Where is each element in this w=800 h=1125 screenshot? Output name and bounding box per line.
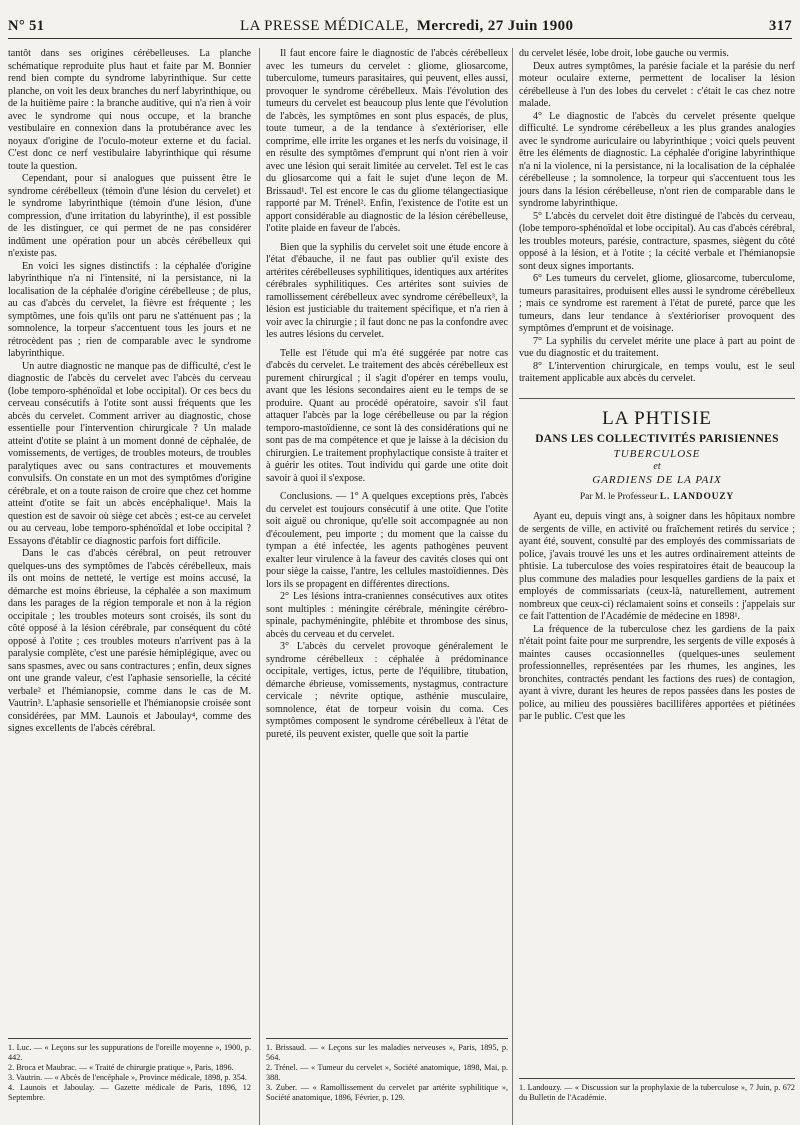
footnote: 1. Landouzy. — « Discussion sur la prophylaxie de la tuberculose », 7 Juin, p. 672 du Bulletin de l'Académie. xyxy=(519,1083,795,1102)
paragraph: 6° Les tumeurs du cervelet, gliome, gliosarcome, tuberculome, tumeurs parasitaires, produisent elles aussi le syndrome cérébelleux ; mais ce syndrome est rarement à l'état de pureté, parce que les tumeurs, dans leur tendance à s'extérioriser provoquent des symptômes d'emprunt et de voisinage. xyxy=(519,273,795,334)
footnote: 4. Launois et Jaboulay. — Gazette médicale de Paris, 1896, 12 Septembre. xyxy=(8,1083,251,1102)
footnote: 1. Luc. — « Leçons sur les suppurations de l'oreille moyenne », 1900, p. 442. xyxy=(8,1043,251,1062)
article-subtitle-line: TUBERCULOSE xyxy=(613,447,701,460)
journal-name: LA PRESSE MÉDICALE, xyxy=(240,17,409,34)
article-author xyxy=(519,491,795,504)
paragraph: En voici les signes distinctifs : la céphalée d'origine labyrinthique n'a ni l'intensité, ni la persistance, ni la localisation de la céphalée d'origine cérébelleuse ; de plus, au cas d'abcès du cervelet, la fièvre est fréquente ; les symptômes, une fois qu'ils ont paru ne s'atténuent pas ; la somnolence, la torpeur s'accentuent tous les jours et ne rétrocèdent pas ; rien de comparable avec le syndrome labyrinthique. xyxy=(8,260,251,359)
paragraph: tantôt dans ses origines cérébelleuses. La planche schématique reproduite plus haut et faite par M. Bonnier rend bien compte du syndrome labyrinthique. Sur cette planche, on voit les deux branches du nerf labyrinthique, ou de la huitième paire : la branche auditive, qui n'a rien à voir avec le syndrome qui nous occupe, et la branche vestibulaire en connexion dans la protubérance avec les noyaux d'origine de l'oculo-moteur externe et du facial. C'est donc ce nerf vestibulaire labyrinthique qui résume toute la question. xyxy=(8,48,251,172)
paragraph: Il faut encore faire le diagnostic de l'abcès cérébelleux avec les tumeurs du cervelet : gliome, gliosarcome, tuberculome, tumeurs parasitaires, qui peuvent, elles aussi, provoquer le syndrome cérébelleux. Mais l'évolution des tumeurs du cervelet est beaucoup plus lente que l'évolution de l'abcès, les symptômes en sont plus espacés, de plus, toute tumeur, a de la tendance à s'extérioriser, elle comprime, elle irrite les organes et les nerfs du voisinage, il en résulte des symptômes d'emprunt qui n'ont rien à voir avec une lésion qui serait limitée au cervelet. Tel est le cas du gliosarcome qui a fait le sujet d'une leçon de M. Brissaud¹. Tel est encore le cas du gliome télangectiasique rapporté par M. Trénel². Enfin, l'existence de l'otite est un apport considérable au diagnostic de la lésion cérébelleuse, l'otite plaide en faveur de l'abcès. xyxy=(266,48,508,234)
journal-title xyxy=(240,18,573,35)
issue-number: N° 51 xyxy=(8,17,45,34)
author-name: L. LANDOUZY xyxy=(659,491,735,502)
footnote: 3. Zuber. — « Ramollissement du cervelet par artérite syphilitique », Société anatomique, 1896, Février, p. 129. xyxy=(266,1083,508,1102)
running-header xyxy=(8,14,792,39)
paragraph: du cervelet lésée, lobe droit, lobe gauche ou vermis. xyxy=(519,48,729,59)
column-3 xyxy=(512,48,795,1125)
footnote: 2. Broca et Maubrac. — « Traité de chirurgie pratique », Paris, 1896. xyxy=(8,1063,234,1072)
footnotes xyxy=(8,1038,251,1103)
paragraph: Un autre diagnostic ne manque pas de difficulté, c'est le diagnostic de l'abcès du cervelet avec l'abcès du cerveau (lobe temporo-sphénoïdal et lobe occipital). Or ces becs du cerveau consécutifs à l'otite sont aussi fréquents que les abcès du cervelet. Comment arriver au diagnostic, chose essentielle pour l'intervention chirurgicale ? Un malade atteint d'otite se plaint à un moment donné de céphalée, de vomissements, de vertiges, de troubles moteurs, de troubles paralytiques avec ou sans contractures et mouvements convulsifs. On constate en un mot des symptômes d'origine cérébrale, et on a toute raison de croire que chez cet homme atteint d'otite se fait un abcès encéphalique¹. Mais la question est de savoir où siège cet abcès ; est-ce au cervelet ou au cerveau, lobe temporo-sphénoïdal et lobe occipital ? Essayons d'établir ce diagnostic parfois fort difficile. xyxy=(8,360,251,547)
footnote: 2. Trénel. — « Tumeur du cervelet », Société anatomique, 1898, Mai, p. 388. xyxy=(266,1063,508,1082)
article-subtitle: DANS LES COLLECTIVITÉS PARISIENNES xyxy=(535,432,779,445)
article-subtitle-line: GARDIENS DE LA PAIX xyxy=(592,473,722,486)
paragraph: La fréquence de la tuberculose chez les gardiens de la paix n'était point faite pour me surprendre, les sergents de ville exposés à maintes causes occasionnelles (quelques-unes seulement professionnelles, représentées par les rhumes, les angines, les bronchites, contractés pendant les factions des rues) de contagion, ayant à vivre, durant les heures de repos passées dans les postes de police, au milieu des poussières bacillifères apportées et piétinées par le public. C'est que les xyxy=(519,623,795,722)
footnote: 1. Brissaud. — « Leçons sur les maladies nerveuses », Paris, 1895, p. 564. xyxy=(266,1043,508,1062)
author-prefix: Par M. le Professeur xyxy=(579,491,658,502)
article-title: LA PHTISIE xyxy=(602,407,712,429)
page-number: 317 xyxy=(769,17,792,34)
issue-date: Mercredi, 27 Juin 1900 xyxy=(416,17,574,34)
paragraph: Ayant eu, depuis vingt ans, à soigner dans les hôpitaux nombre de sergents de ville, en activité ou fraîchement retirés du service ; ayant été, souvent, consulté par des employés des commissariats de police, j'avais trouvé les uns et les autres ordinairement atteints de phtisie. La tuberculose des voies respiratoires était de beaucoup la plus commune des maladies pour lesquelles gardiens de la paix et employés de commissariats (ceux-là, naturellement, autrement nombreux que ceux-ci) réclamaient soins et conseils : j'appelais sur ce fait l'attention de l'Académie de médecine en 1898¹. xyxy=(519,511,795,622)
paragraph: 7° La syphilis du cervelet mérite une place à part au point de vue du diagnostic et du traitement. xyxy=(519,335,795,359)
paragraph: Telle est l'étude qui m'a été suggérée par notre cas d'abcès du cervelet. Le traitement des abcès cérébelleux est purement chirurgical ; il s'agit d'opérer en temps voulu, avant que les lésions secondaires aient eu le temps de se produire. Quant au procédé opératoire, savoir s'il faut attaquer l'abcès par la loge cérébelleuse ou par la région temporo-mastoïdienne, ce sont là des considérations qui ne sont pas de ma compétence et que je laisse à la décision du chirurgien. Le traitement prophylactique consiste à traiter et à guérir les otites. Tout individu qui garde une otite doit savoir à quoi il s'expose. xyxy=(266,347,508,484)
paragraph: 2° Les lésions intra-craniennes consécutives aux otites sont multiples : méningite cérébrale, méningite cérébro-spinale, pachyméningite, phlébite et thrombose des sinus, abcès du cerveau et du cervelet. xyxy=(266,591,508,640)
paragraph: 3° L'abcès du cervelet provoque généralement le syndrome cérébelleux : céphalée à prédominance occipitale, vertiges, ictus, perte de l'équilibre, titubation, démarche ébrieuse, vomissements, nystagmus, contracture cervicale ; névrite optique, asthénie musculaire, somnolence, état de torpeur voisin du coma. Ces symptômes composent le syndrome cérébelleux à l'état de pureté, ils peuvent exister, quelle que soit la partie xyxy=(266,641,508,740)
paragraph: Deux autres symptômes, la parésie faciale et la parésie du nerf moteur oculaire externe, permettent de localiser la lésion cérébelleuse à l'un des lobes du cervelet : c'était le cas chez notre malade. xyxy=(519,60,795,109)
footnotes xyxy=(519,1078,795,1103)
paragraph: 4° Le diagnostic de l'abcès du cervelet présente quelque difficulté. Le syndrome cérébelleux a les plus grandes analogies avec le syndrome auriculaire ou labyrinthique ; voici quels peuvent être les éléments de diagnostic. La céphalée d'origine labyrinthique n'a ni la violence, ni la persistance, ni la localisation de la céphalée cérébelleuse ; la somnolence, la torpeur qui s'accentuent tous les jours dans la lésion cérébelleuse, n'ont rien de comparable dans le syndrome labyrinthique. xyxy=(519,110,795,209)
paragraph: Bien que la syphilis du cervelet soit une étude encore à l'état d'ébauche, il ne faut pas oublier qu'il existe des artérites cérébelleuses syphilitiques, identiques aux artérites cérébrales syphilitiques. Ces artérites sont suivies de ramollissement cérébelleux avec syndrome cérébelleux³, la lésion est justiciable du traitement spécifique, et n'a rien à voir avec la chirurgie ; il faut donc ne pas la confondre avec les autres lésions du cervelet. xyxy=(266,241,508,340)
column-1 xyxy=(8,48,251,1125)
conclusions-paragraph: Conclusions. — 1° A quelques exceptions près, l'abcès du cervelet est toujours consécutif à une otite. Que l'otite soit aiguë ou chronique, qu'elle soit accompagnée au non d'écoulement, peu importe ; du moment que la caisse du tympan a été infectée, les agents pathogènes peuvent exalter leur virulence à la faveur des cavités closes qui ont pour siège la caisse, l'antre, les cellules mastoïdiennes. Dès lors ils se propagent en différentes directions. xyxy=(266,491,508,590)
article-heading xyxy=(519,398,795,504)
paragraph: Cependant, pour si analogues que puissent être le syndrome cérébelleux (témoin d'une lésion du cervelet) et le syndrome labyrinthique (témoin d'une lésion, d'une compression, d'une irritation du labyrinthe), il est possible de les distinguer, ce qui permet de ne pas considérer indûment une opération pour un abcès cérébelleux qui n'existe pas. xyxy=(8,173,251,259)
paragraph: 5° L'abcès du cervelet doit être distingué de l'abcès du cerveau, (lobe temporo-sphénoïdal et lobe occipital). Au cas d'abcès cérébral, les troubles moteurs, parésie, contracture, spasmes, siègent du côté opposé à la lésion, et à l'otite ; la cécité verbale et l'hémianopsie sont deux signes importants. xyxy=(519,210,795,272)
footnote: 3. Vautrin. — « Abcès de l'encéphale », Province médicale, 1898, p. 354. xyxy=(8,1073,247,1082)
footnotes xyxy=(266,1038,508,1103)
article-subtitle-line: et xyxy=(653,460,661,472)
paragraph: 8° L'intervention chirurgicale, en temps voulu, est le seul traitement applicable aux abcès du cervelet. xyxy=(519,360,795,384)
paragraph: Dans le cas d'abcès cérébral, on peut retrouver quelques-uns des symptômes de l'abcès cérébelleux, mais ils ont moins de netteté, le vertige est moins accusé, la démarche est moins ébrieuse, la céphalée a son maximum dans les parages de la région temporale et non à la région occipitale ; les troubles moteurs sont croisés, ils sont du côté opposé à la lésion cérébrale, par conséquent du côté opposé à l'otite ; ces troubles moteurs n'arrivent pas à la paralysie complète, c'est une parésie hémiplégique, avec ou sans spasmes, avec ou sans contractures ; enfin, deux signes ont une grande valeur, c'est l'aphasie sensorielle, la cécité verbale² et l'hémianopsie, comme dans le cas de M. Vautrin³. L'aphasie sensorielle et l'hémianopsie croisée sont considérées, par MM. Launois et Jaboulay⁴, comme des signes excellents de l'abcès cérébral. xyxy=(8,548,251,734)
column-2 xyxy=(259,48,508,1125)
